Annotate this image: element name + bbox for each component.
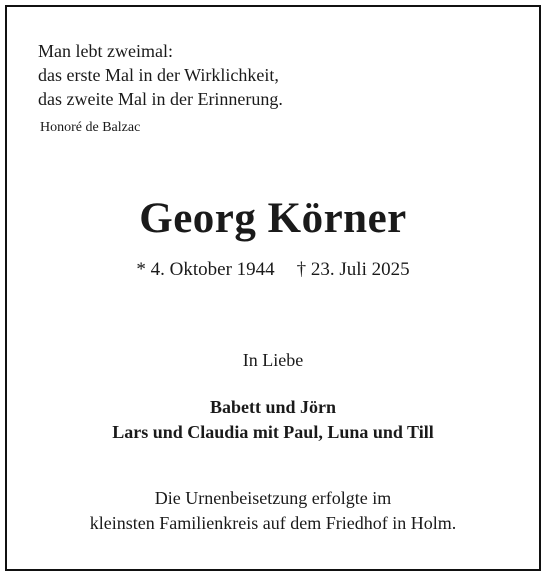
funeral-notice	[0, 486, 546, 536]
mourner-line: Babett und Jörn	[209, 397, 337, 417]
notice-line: kleinsten Familienkreis auf dem Friedhof in Holm.	[89, 513, 457, 533]
mourner-line: Lars und Claudia mit Paul, Luna und Till	[112, 422, 434, 442]
quote	[38, 39, 283, 111]
life-dates	[0, 257, 546, 283]
birth-date: * 4. Oktober 1944	[136, 259, 275, 280]
deceased-name: Georg Körner	[139, 195, 407, 242]
notice-line: Die Urnenbeisetzung erfolgte im	[154, 488, 392, 508]
quote-line: das zweite Mal in der Erinnerung.	[38, 89, 283, 109]
mourners-intro: In Liebe	[242, 350, 304, 370]
death-date: † 23. Juli 2025	[296, 259, 410, 280]
quote-line: das erste Mal in der Wirklichkeit,	[38, 65, 279, 85]
quote-author: Honoré de Balzac	[40, 120, 141, 135]
mourners-list	[0, 395, 546, 445]
quote-line: Man lebt zweimal:	[38, 41, 173, 61]
